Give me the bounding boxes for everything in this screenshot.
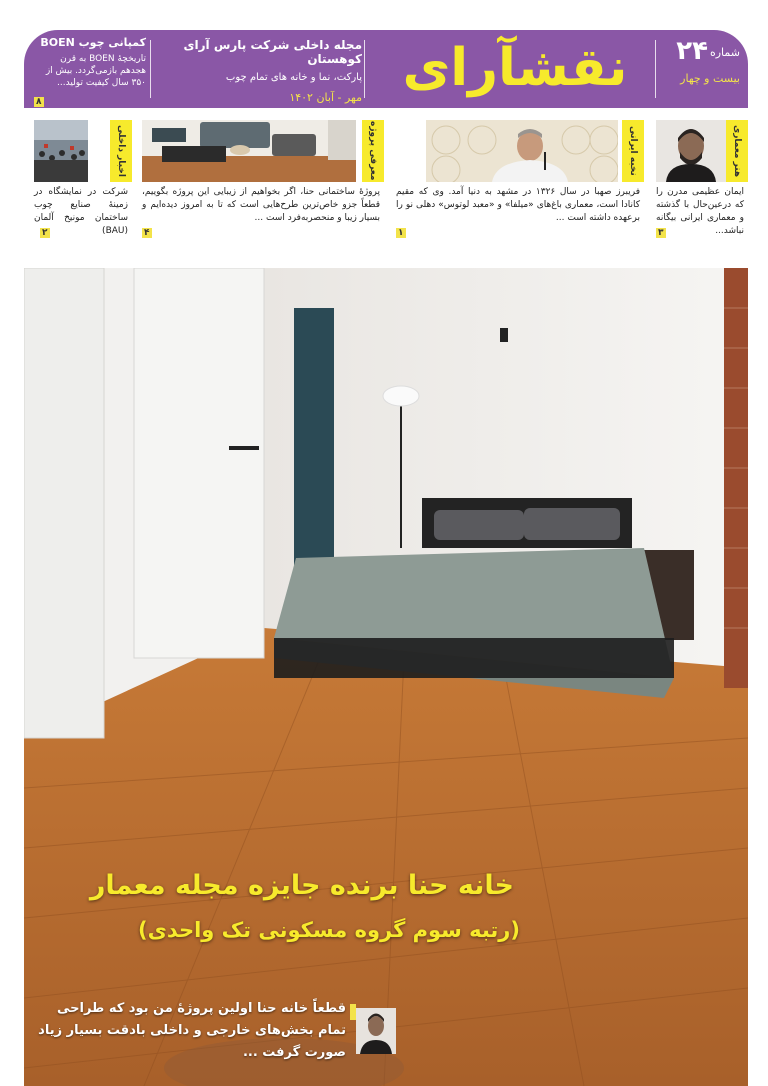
cover-subheadline: (رتبه سوم گروه مسکونی تک واحدی) [138, 918, 520, 942]
cover-headline: خانه حنا برنده جایزه مجله معمار [89, 870, 514, 901]
issue-date: مهر - آبان ۱۴۰۲ [289, 91, 362, 104]
issue-text: بیست و چهار [680, 72, 740, 85]
magazine-title: مجله داخلی شرکت پارس آرای کوهستان [183, 38, 362, 66]
bedroom-cover-image [24, 268, 748, 1086]
page-number: ۸ [36, 97, 42, 107]
living-room-image [142, 120, 356, 182]
architect-quote-portrait [356, 1008, 396, 1054]
magazine-subtitle: پارکت، نما و خانه های تمام چوب [225, 72, 362, 83]
page-number: ۴ [144, 228, 150, 238]
teaser-architecture[interactable] [650, 120, 748, 240]
teaser-project[interactable] [138, 120, 384, 240]
teaser-text: پروژهٔ ساختمانی حنا، اگر بخواهیم از زیبایی این پروژه بگوییم، قطعاً جزو خاص‌ترین طرح‌هایی است که تا به امروز دیده‌ایم و بسیار زیبا و منحصربه‌فرد است ... [142, 187, 380, 223]
teaser-text: فریبرز صهبا در سال ۱۳۲۶ در مشهد به دنیا آمد. وی که مقیم کانادا است، معماری باغ‌های «میلفا» و «معبد لوتوس» دهلی نو را برعهده داشته است ... [396, 187, 640, 223]
magazine-logo: نقشآرای [402, 38, 628, 98]
teaser-text: ایمان عظیمی مدرن را که درعین‌حال با گذشته و معماری ایرانی بیگانه نباشد... [656, 187, 744, 236]
section-tag: اخبار داخلی [110, 120, 132, 182]
page-number: ۱ [398, 228, 404, 238]
section-tag: معرفی پروژه [362, 120, 384, 182]
issue-number: ۲۴ [676, 36, 708, 66]
section-tag: نخبه ایرانی [622, 120, 644, 182]
teaser-news[interactable] [34, 120, 132, 240]
elite-portrait-image [426, 120, 618, 182]
boen-teaser[interactable] [34, 36, 146, 107]
boen-title: کمپانی چوب BOEN [40, 36, 146, 49]
teaser-iranian-elite[interactable] [390, 120, 644, 240]
page-number: ۲ [42, 228, 48, 238]
boen-text: تاریخچهٔ BOEN به قرن هجدهم بازمی‌گردد. بیش از ۳۵۰ سال کیفیت تولید... [45, 54, 146, 88]
issue-word: شماره [709, 46, 740, 59]
page-number: ۳ [658, 228, 664, 238]
architect-portrait-image [656, 120, 726, 182]
exhibition-image [34, 120, 88, 182]
cover-quote: قطعاً خانه حنا اولین پروژهٔ من بود که طراحی تمام بخش‌های خارجی و داخلی بادقت بسیار زیاد صورت گرفت ... [38, 1001, 346, 1060]
issue-box [658, 30, 748, 108]
divider [364, 40, 365, 98]
magazine-info [156, 36, 362, 106]
masthead [24, 30, 748, 108]
teaser-text: شرکت در نمایشگاه در زمینهٔ صنایع چوب ساختمان مونیخ آلمان (BAU) [34, 187, 128, 236]
divider [150, 40, 151, 98]
section-tag: هنر معماری [726, 120, 748, 182]
